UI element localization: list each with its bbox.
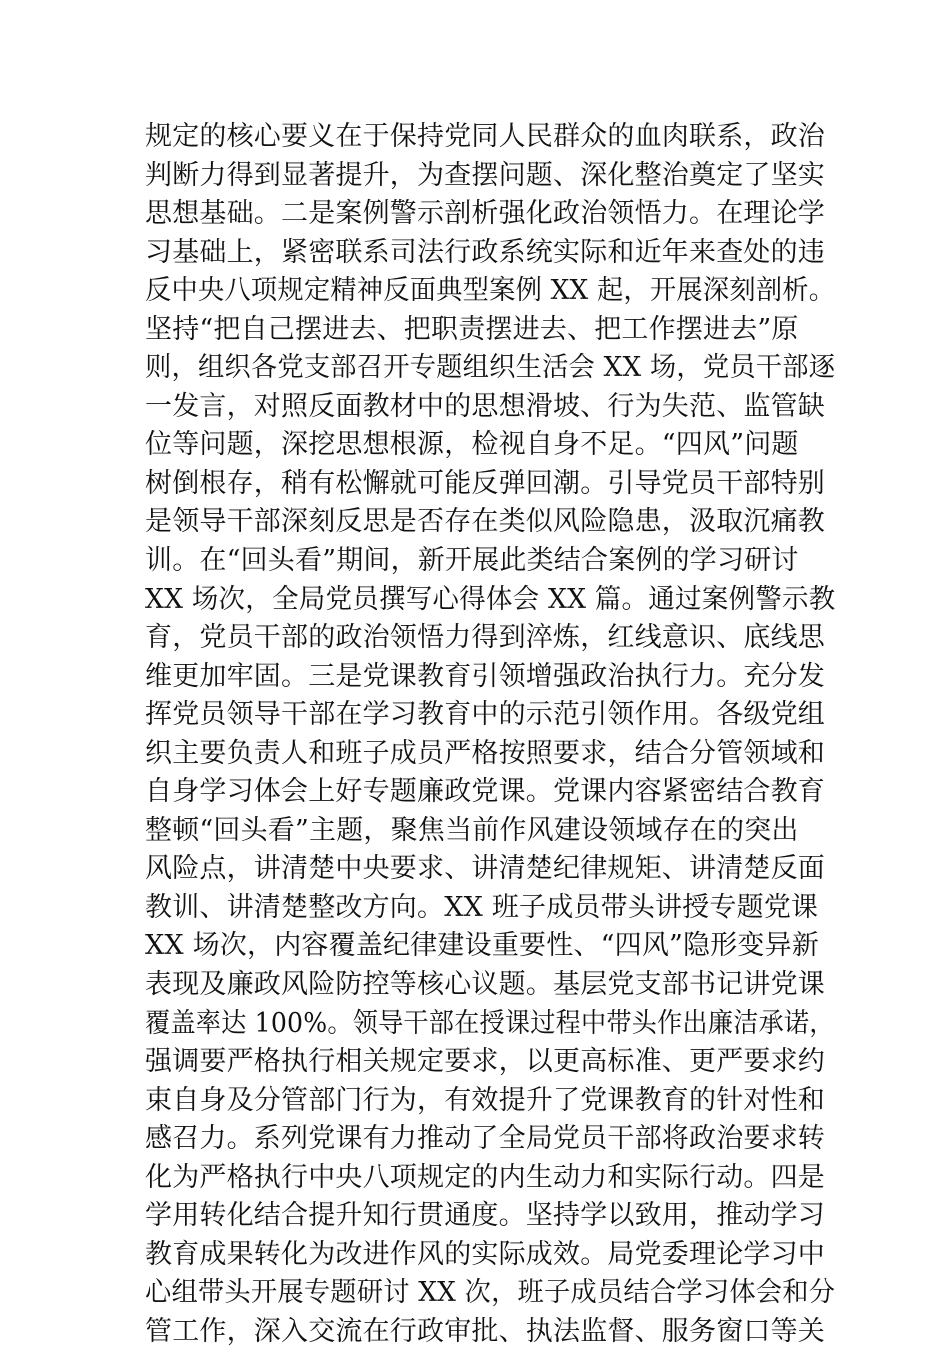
text-line: 维更加牢固。三是党课教育引领增强政治执行力。充分发 <box>145 660 825 692</box>
text-line: 是领导干部深刻反思是否存在类似风险隐患，汲取沉痛教 <box>145 506 825 538</box>
text-line: 自身学习体会上好专题廉政党课。党课内容紧密结合教育 <box>145 776 825 808</box>
text-line: 反中央八项规定精神反面典型案例 XX 起，开展深刻剖析。 <box>145 275 836 307</box>
text-line: 教训、讲清楚整改方向。XX 班子成员带头讲授专题党课 <box>145 891 819 923</box>
text-line: 思想基础。二是案例警示剖析强化政治领悟力。在理论学 <box>145 198 825 230</box>
text-line: 育，党员干部的政治领悟力得到淬炼，红线意识、底线思 <box>145 622 825 654</box>
text-line: 心组带头开展专题研讨 XX 次，班子成员结合学习体会和分 <box>145 1277 836 1309</box>
text-line: 教育成果转化为改进作风的实际成效。局党委理论学习中 <box>145 1238 825 1270</box>
text-line: 学用转化结合提升知行贯通度。坚持学以致用，推动学习 <box>145 1200 825 1232</box>
text-line: 束自身及分管部门行为，有效提升了党课教育的针对性和 <box>145 1084 825 1116</box>
text-line: XX 场次，全局党员撰写心得体会 XX 篇。通过案例警示教 <box>145 583 836 615</box>
text-line: 规定的核心要义在于保持党同人民群众的血肉联系，政治 <box>145 121 825 152</box>
text-line: 位等问题，深挖思想根源，检视自身不足。“四风”问题 <box>145 429 799 461</box>
text-line: 则，组织各党支部召开专题组织生活会 XX 场，党员干部逐 <box>145 352 836 384</box>
text-line: 强调要严格执行相关规定要求，以更高标准、更严要求约 <box>145 1046 825 1078</box>
text-line: 化为严格执行中央八项规定的内生动力和实际行动。四是 <box>145 1161 825 1193</box>
text-line: 坚持“把自己摆进去、把职责摆进去、把工作摆进去”原 <box>145 313 799 345</box>
text-line: 感召力。系列党课有力推动了全局党员干部将政治要求转 <box>145 1123 825 1155</box>
text-line: 树倒根存，稍有松懈就可能反弹回潮。引导党员干部特别 <box>145 467 825 499</box>
text-line: 织主要负责人和班子成员严格按照要求，结合分管领域和 <box>145 737 825 769</box>
text-line: 一发言，对照反面教材中的思想滑坡、行为失范、监管缺 <box>145 390 825 422</box>
text-line: XX 场次，内容覆盖纪律建设重要性、“四风”隐形变异新 <box>145 930 820 962</box>
text-line: 表现及廉政风险防控等核心议题。基层党支部书记讲党课 <box>145 969 825 1001</box>
text-line: 判断力得到显著提升，为查摆问题、深化整治奠定了坚实 <box>145 159 825 191</box>
text-line: 风险点，讲清楚中央要求、讲清楚纪律规矩、讲清楚反面 <box>145 853 825 885</box>
body-text <box>145 118 835 1352</box>
text-line: 覆盖率达 100%。领导干部在授课过程中带头作出廉洁承诺， <box>145 1007 835 1039</box>
text-line: 挥党员领导干部在学习教育中的示范引领作用。各级党组 <box>145 699 825 731</box>
text-line: 管工作，深入交流在行政审批、执法监督、服务窗口等关 <box>145 1315 825 1347</box>
text-line: 整顿“回头看”主题，聚焦当前作风建设领域存在的突出 <box>145 814 799 846</box>
text-line: 训。在“回头看”期间，新开展此类结合案例的学习研讨 <box>145 545 799 577</box>
text-line: 习基础上，紧密联系司法行政系统实际和近年来查处的违 <box>145 236 825 268</box>
